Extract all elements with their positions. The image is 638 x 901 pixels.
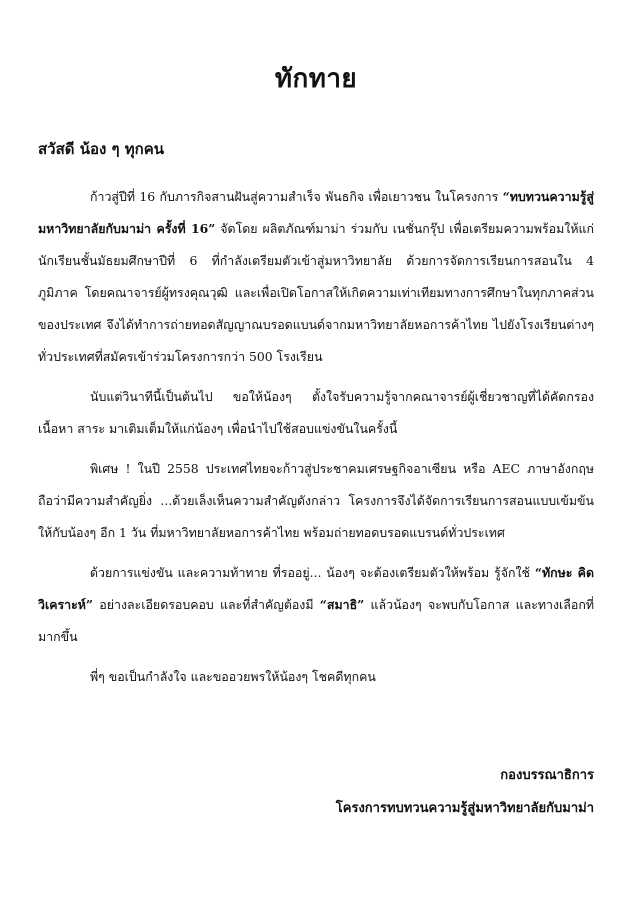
greeting: สวัสดี น้อง ๆ ทุกคน [38, 140, 165, 158]
skill-bold: “ทักษะ คิดวิเคราะห์” [38, 565, 594, 612]
paragraph-5: พี่ๆ ขอเป็นกำลังใจ และขออวยพรให้น้องๆ โชคดีทุกคน [90, 669, 376, 684]
project-name-bold: “ทบทวนความรู้สู่มหาวิทยาลัยกับมาม่า ครั้งที่ 16” [38, 189, 594, 236]
paragraph-1-text-a: ก้าวสู่ปีที่ 16 กับภารกิจสานฝันสู่ความสำเร็จ พันธกิจ เพื่อเยาวชน ในโครงการ [90, 189, 503, 204]
paragraph-2: นับแต่วินาทีนี้เป็นต้นไป ขอให้น้องๆ ตั้งใจรับความรู้จากคณาจารย์ผู้เชี่ยวชาญที่ได้คัดกรองเนื้อหา สาระ มาเติมเต็มให้แก่น้องๆ เพื่อนำไปใช้สอบแข่งขันในครั้งนี้ [38, 389, 594, 436]
signature-editorial: กองบรรณาธิการ [500, 768, 594, 783]
paragraph-4 [38, 557, 594, 653]
page-title: ทักทาย [274, 64, 358, 94]
paragraph-4-text-b: อย่างละเอียดรอบคอบ และที่สำคัญต้องมี [93, 597, 320, 612]
focus-bold: “สมาธิ” [319, 597, 365, 612]
signature-project: โครงการทบทวนความรู้สู่มหาวิทยาลัยกับมาม่า [335, 801, 594, 816]
paragraph-4-text-c: แล้วน้องๆ จะพบกับโอกาส และทางเลือกที่มากขึ้น [38, 597, 594, 644]
paragraph-4-text-a: ด้วยการแข่งขัน และความท้าทาย ที่รออยู่... น้องๆ จะต้องเตรียมตัวให้พร้อม รู้จักใช้ [90, 565, 535, 580]
paragraph-1 [38, 181, 594, 373]
paragraph-3: พิเศษ ! ในปี 2558 ประเทศไทยจะก้าวสู่ประชาคมเศรษฐกิจอาเซียน หรือ AEC ภาษาอังกฤษถือว่ามีความสำคัญยิ่ง ...ด้วยเล็งเห็นความสำคัญดังกล่าว โครงการจึงได้จัดการเรียนการสอนแบบเข้มข้นให้กับน้องๆ อีก 1 วัน ที่มหาวิทยาลัยหอการค้าไทย พร้อมถ่ายทอดบรอดแบรนด์ทั่วประเทศ [38, 461, 594, 540]
paragraph-1-text-b: จัดโดย ผลิตภัณฑ์มาม่า ร่วมกับ เนชั่นกรุ๊ป เพื่อเตรียมความพร้อมให้แก่นักเรียนชั้นมัธยมศึกษาปีที่ 6 ที่กำลังเตรียมตัวเข้าสู่มหาวิทยาลัย ด้วยการจัดการเรียนการสอนใน 4 ภูมิภาค โดยคณาจารย์ผู้ทรงคุณวุฒิ และเพื่อเปิดโอกาสให้เกิดความเท่าเทียมทางการศึกษาในทุกภาคส่วนของประเทศ จึงได้ทำการถ่ายทอดสัญญาณบรอดแบนด์จากมหาวิทยาลัยหอการค้าไทย ไปยังโรงเรียนต่างๆ ทั่วประเทศที่สมัครเข้าร่วมโครงการกว่า 500 โรงเรียน [38, 221, 594, 364]
